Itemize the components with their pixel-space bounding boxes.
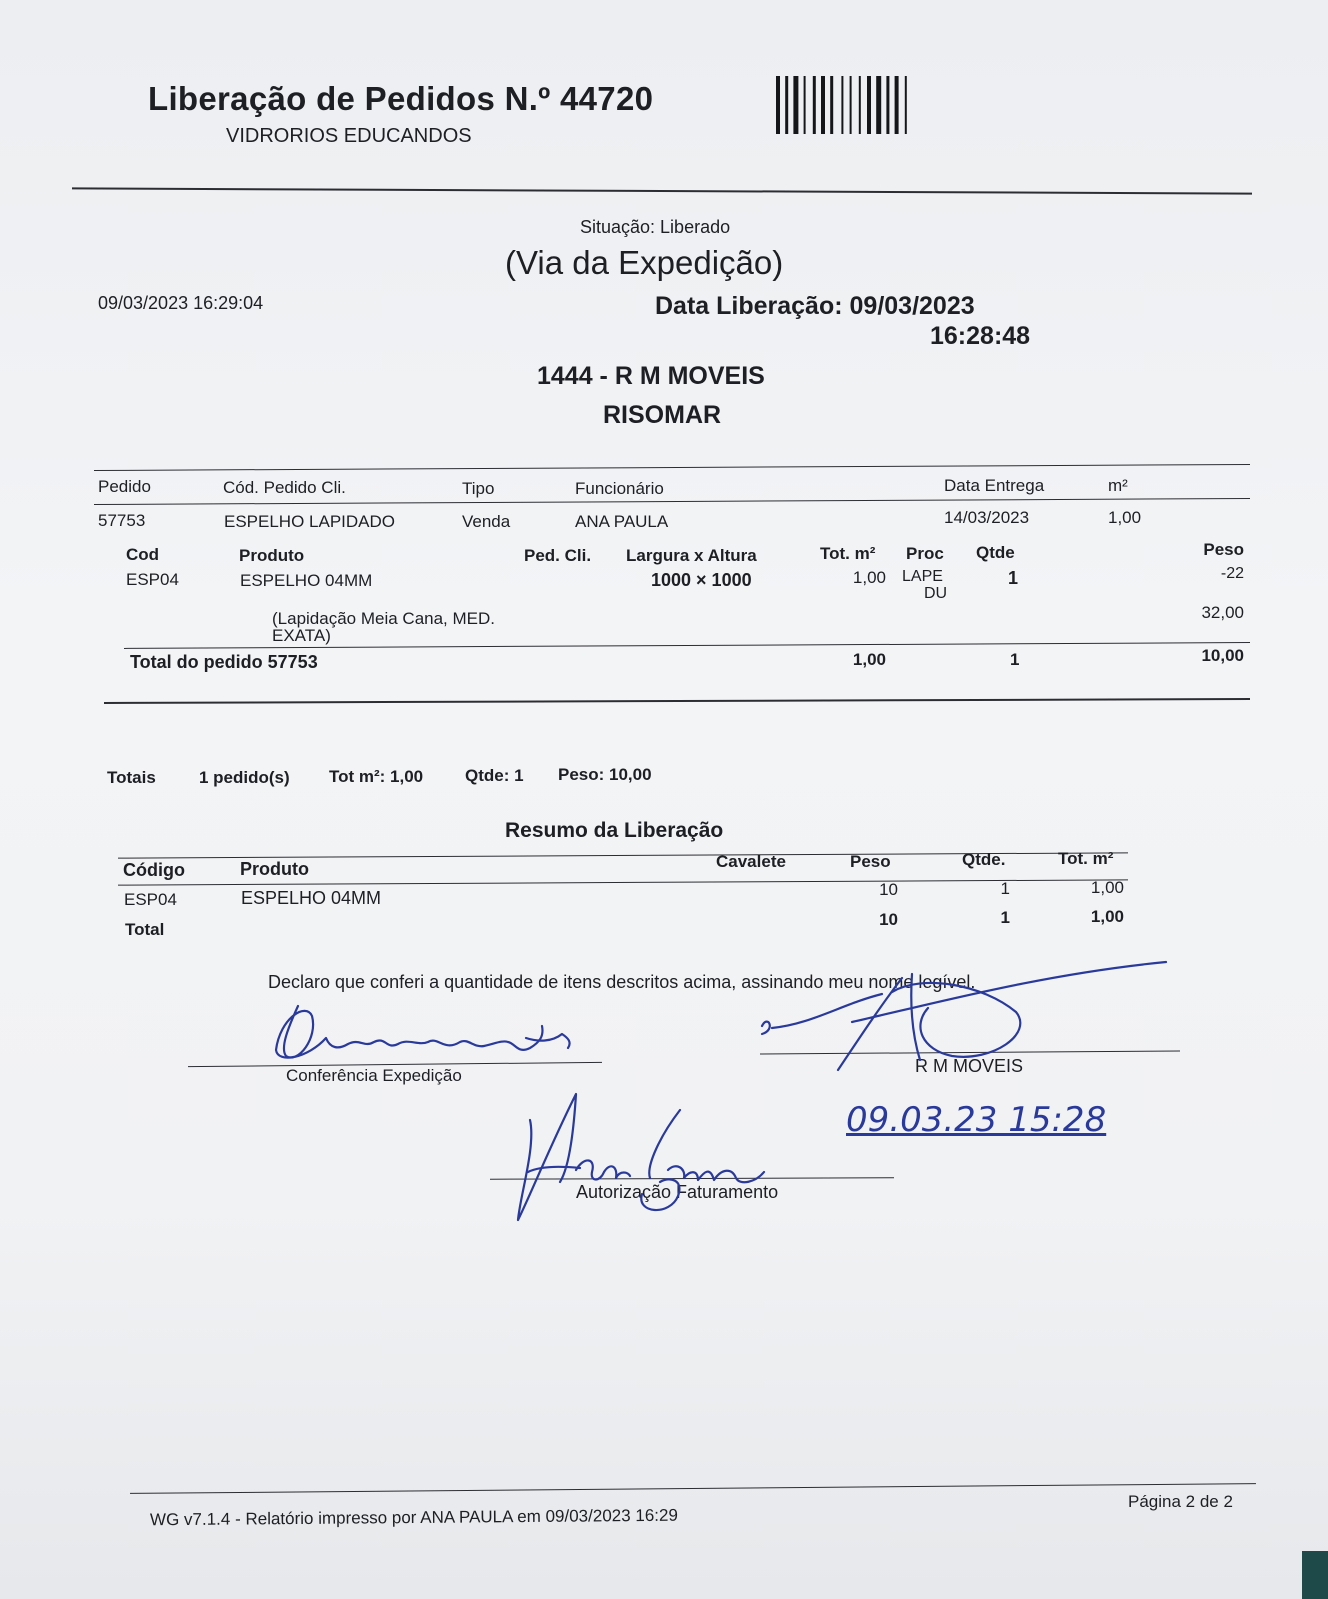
summary-row-qtde: 1 <box>1000 879 1010 898</box>
item-col-produto: Produto <box>239 546 305 565</box>
item-col-qtde: Qtde <box>976 543 1015 562</box>
handwritten-date: 09.03.23 15:28 <box>846 1100 1107 1140</box>
summary-col-codigo: Código <box>123 860 185 880</box>
summary-total-qtde: 1 <box>1000 908 1010 927</box>
item-observation-line-1: (Lapidação Meia Cana, MED. <box>272 609 496 628</box>
order-data-entrega: 14/03/2023 <box>944 508 1030 527</box>
item-col-tot-m2: Tot. m² <box>820 544 876 563</box>
autorizacao-signature <box>500 1086 820 1226</box>
order-tipo: Venda <box>462 512 511 531</box>
item-produto: ESPELHO 04MM <box>240 571 373 590</box>
item-cod: ESP04 <box>126 570 179 589</box>
totals-m2: Tot m²: 1,00 <box>329 767 424 786</box>
totals-pedidos: 1 pedido(s) <box>199 768 290 787</box>
order-table-bottom-rule <box>104 698 1250 704</box>
col-pedido: Pedido <box>98 477 151 496</box>
summary-col-tot-m2: Tot. m² <box>1058 849 1114 868</box>
table-edge-background <box>1302 1551 1328 1599</box>
col-funcionario: Funcionário <box>575 479 664 498</box>
item-observation-line-2: EXATA) <box>272 626 331 645</box>
company-name: VIDRORIOS EDUCANDOS <box>226 125 472 147</box>
order-funcionario: ANA PAULA <box>575 512 669 531</box>
footer-printed-by: WG v7.1.4 - Relatório impresso por ANA PAULA em 09/03/2023 16:29 <box>149 1505 678 1530</box>
client-name: 1444 - R M MOVEIS <box>537 362 765 390</box>
summary-row-produto: ESPELHO 04MM <box>241 888 382 908</box>
order-header-rule <box>94 498 1250 505</box>
totals-qtde: Qtde: 1 <box>465 766 524 785</box>
summary-total-tot-m2: 1,00 <box>1090 907 1124 926</box>
document-title: Liberação de Pedidos N.º 44720 <box>148 80 654 117</box>
order-total-qtde: 1 <box>1010 650 1020 669</box>
summary-row-peso: 10 <box>879 880 898 899</box>
summary-title: Resumo da Liberação <box>505 819 724 842</box>
order-total-label: Total do pedido 57753 <box>130 652 318 672</box>
totals-label: Totais <box>107 768 156 787</box>
via-title: (Via da Expedição) <box>505 244 784 281</box>
footer-page-number: Página 2 de 2 <box>1128 1492 1233 1511</box>
summary-col-produto: Produto <box>240 859 309 879</box>
order-m2: 1,00 <box>1108 508 1142 527</box>
autorizacao-label: Autorização Faturamento <box>576 1182 779 1202</box>
release-time: 16:28:48 <box>930 322 1031 350</box>
client-signature-label: R M MOVEIS <box>915 1056 1024 1076</box>
header-divider <box>72 187 1252 194</box>
item-col-largura-altura: Largura x Altura <box>626 546 757 565</box>
status-text: Situação: Liberado <box>580 217 731 237</box>
item-col-proc: Proc <box>906 544 944 563</box>
barcode-icon <box>776 76 982 134</box>
order-total-peso: 10,00 <box>1201 646 1244 665</box>
item-col-ped-cli: Ped. Cli. <box>524 546 592 565</box>
summary-row-codigo: ESP04 <box>124 890 177 909</box>
item-col-cod: Cod <box>126 545 160 564</box>
summary-col-qtde: Qtde. <box>962 850 1006 869</box>
item-col-peso: Peso <box>1203 540 1244 559</box>
col-tipo: Tipo <box>462 479 495 498</box>
order-number: 57753 <box>98 511 146 530</box>
order-table-top-rule <box>94 464 1250 471</box>
summary-col-cavalete: Cavalete <box>716 852 786 871</box>
totals-peso: Peso: 10,00 <box>558 765 652 784</box>
footer-rule <box>130 1483 1256 1494</box>
item-qtde: 1 <box>1008 568 1019 588</box>
conferencia-signature <box>268 998 598 1068</box>
summary-col-peso: Peso <box>850 852 891 871</box>
client-signature <box>752 964 1172 1084</box>
col-m2: m² <box>1108 476 1128 495</box>
release-date: Data Liberação: 09/03/2023 <box>655 292 975 320</box>
declaration-text: Declaro que conferi a quantidade de itens descritos acima, assinando meu nome legível. <box>268 972 976 992</box>
summary-total-peso: 10 <box>879 910 898 929</box>
item-proc-line-1: LAPE <box>902 568 943 585</box>
item-dimensions: 1000 × 1000 <box>651 570 752 590</box>
order-cod-cli: ESPELHO LAPIDADO <box>224 512 396 531</box>
summary-total-label: Total <box>125 920 165 939</box>
summary-row-tot-m2: 1,00 <box>1090 878 1124 897</box>
conferencia-label: Conferência Expedição <box>286 1066 462 1085</box>
item-peso-1: -22 <box>1220 565 1244 582</box>
col-data-entrega: Data Entrega <box>944 476 1045 495</box>
item-peso-2: 32,00 <box>1201 603 1244 622</box>
order-total-m2: 1,00 <box>852 650 886 669</box>
client-subname: RISOMAR <box>603 401 722 429</box>
col-cod-pedido-cli: Cód. Pedido Cli. <box>223 478 346 497</box>
print-datetime: 09/03/2023 16:29:04 <box>98 293 264 313</box>
item-proc-line-2: DU <box>924 585 948 602</box>
item-tot-m2: 1,00 <box>852 568 886 587</box>
